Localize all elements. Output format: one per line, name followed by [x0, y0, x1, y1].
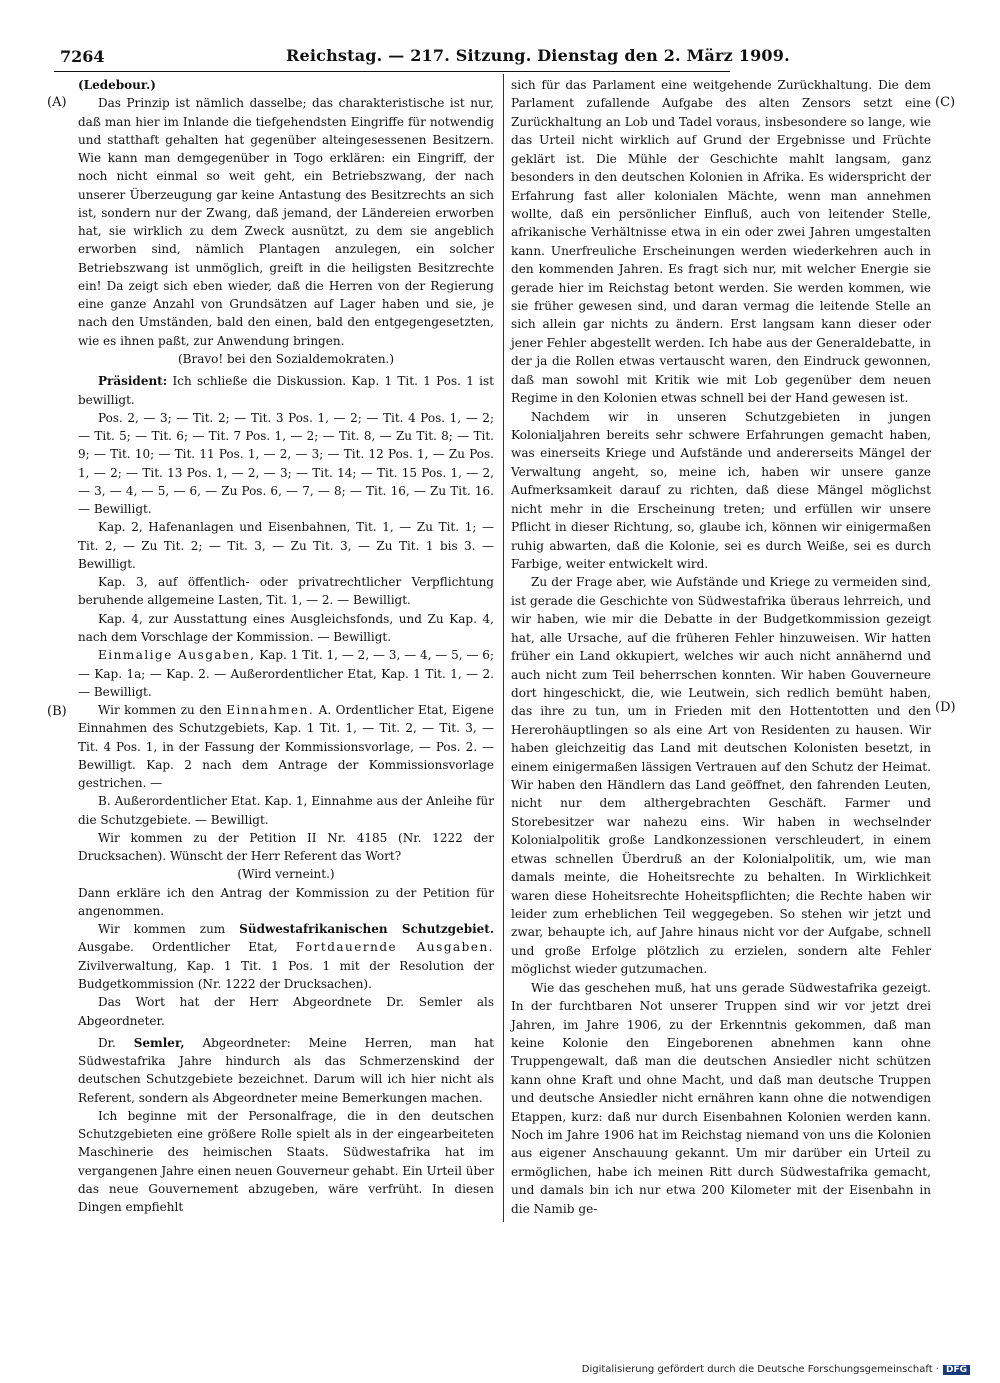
speaker-name: Präsident: [98, 374, 168, 389]
footer-text: Digitalisierung gefördert durch die Deutsche Forschungsgemeinschaft · [581, 1364, 939, 1375]
paragraph: Ich beginne mit der Personalfrage, die in den deutschen Schutzgebieten eine größere Rolle spielt als in der eingearbeiteten Maschinerie des heimischen Staats. Südwestafrika hat im vergangenen Jahre einen neuen Gouverneur gehabt. Ein Urteil über das neue Gouvernement abzugeben, wäre verfrüht. In diesen Dingen empfiehlt [78, 1108, 494, 1215]
right-column [511, 76, 931, 1218]
paragraph: Pos. 2, — 3; — Tit. 2; — Tit. 3 Pos. 1, — 2; — Tit. 4 Pos. 1, — 2; — Tit. 5; — Tit. 6; — Tit. 7 Pos. 1, — 2; — Tit. 8, — Zu Tit. 8; — Tit. 9; — Tit. 10; — Tit. 11 Pos. 1, — 2, — 3; — Tit. 12 Pos. 1, — Zu Pos. 1, — 2; — Tit. 13 Pos. 1, — 2, — 3; — Tit. 14; — Tit. 15 Pos. 1, — 2, — 3, — 4, — 5, — 6, — Zu Pos. 6, — 7, — 8; — Tit. 16, — Zu Tit. 16. — Bewilligt. [78, 410, 494, 517]
paragraph: Wir kommen zum Südwestafrikanischen Schutzgebiet. Ausgabe. Ordentlicher Etat, Fortdauernde Ausgaben. Zivilverwaltung, Kap. 1 Tit. 1 Pos. 1 mit der Resolution der Budgetkommission (Nr. 1222 der Drucksachen). [78, 922, 495, 992]
speaker-name: Semler, [133, 1035, 185, 1050]
column-rule [503, 74, 504, 1222]
paragraph: Kap. 3, auf öffentlich- oder privatrechtlicher Verpflichtung beruhende allgemeine Lasten, Tit. 1, — 2. — Bewilligt. [78, 575, 494, 608]
dfg-logo: DFG [943, 1365, 970, 1375]
interjection: (Wird verneint.) [237, 867, 335, 882]
running-header [54, 45, 790, 72]
paragraph: Wie das geschehen muß, hat uns gerade Südwestafrika gezeigt. In der furchtbaren Not unserer Truppen sind wir vor jetzt drei Jahren, im Jahre 1906, zu der Erkenntnis gekommen, daß man keine Kolonie den Eingeborenen abnehmen kann ohne Truppengewalt, daß man die deutschen Ansiedler nicht schützen kann ohne Kraft und ohne Macht, und daß man deutsche Truppen und deutsche Ansiedler nicht ernähren kann ohne die notwendigen Etappen, kurz: daß nur durch Eisenbahnen Kolonien werden kann. Noch im Jahre 1906 hat im Reichstag niemand von uns die Kolonien aus eigener Anschauung gekannt. Um mir darüber ein Urteil zu ermöglichen, habe ich meinen Ritt durch Südwestafrika gemacht, und damals bin ich nur etwa 200 Kilometer mit der Eisenbahn in die Namib ge- [511, 980, 931, 1216]
paragraph: Wir kommen zu den Einnahmen. A. Ordentlicher Etat, Eigene Einnahmen des Schutzgebiets, Kap. 1 Tit. 1, — Tit. 2, — Tit. 3, — Tit. 4 Pos. 1, in der Fassung der Kommissionsvorlage, — Pos. 2. — Bewilligt. Kap. 2 nach dem Antrage der Kommissionsvorlage gestrichen. — [78, 703, 494, 791]
interjection: (Bravo! bei den Sozialdemokraten.) [177, 351, 395, 366]
margin-mark-d: (D) [935, 700, 956, 715]
paragraph: Einmalige Ausgaben, Kap. 1 Tit. 1, — 2, — 3, — 4, — 5, — 6; — Kap. 1a; — Kap. 2. — Außerordentlicher Etat, Kap. 1 Tit. 1, — 2. — Bewilligt. [78, 648, 494, 699]
paragraph: B. Außerordentlicher Etat. Kap. 1, Einnahme aus der Anleihe für die Schutzgebiete. — Bewilligt. [78, 794, 494, 827]
speaker-ref: (Ledebour.) [78, 78, 156, 92]
paragraph: Zu der Frage aber, wie Aufstände und Kriege zu vermeiden sind, ist gerade die Geschichte von Südwestafrika überaus lehrreich, und wir haben, wie mir die Debatte in der Budgetkommission gezeigt hat, alle Ursache, auf die früheren Fehler hinzuweisen. Wir hatten früher ein Land okkupiert, welches wir auch nicht annähernd und auch nicht zum Teil beherrschen konnten. Wir haben Gouverneure dort hingeschickt, die, wie Leutwein, sich redlich bemüht haben, das ihre zu tun, um in Frieden mit den Hottentotten und den Hererohäuptlingen so als eine Art von Residenten zu hausen. Wir haben gleichzeitig das Land mit deutschen Kolonisten besetzt, in einem einigermaßen lässigen Vertrauen auf den Schutz der Heimat. Wir haben den Händlern das Land geöffnet, den fahrenden Leuten, nicht nur dem althergebrachten Geschäft. Farmer und Storebesitzer war nahezu eins. Wir haben in wechselnder Kolonialpolitik große Landkonzessionen verschleudert, in einem etwas schnellen Überdruß an der Kolonialpolitik, um, wie man damals meinte, die Hoheitsrechte zu behalten. In Wirklichkeit waren diese Hoheitsrechte Hoheitspflichten; die Rechte haben wir leider zum erheblichen Teil weggegeben. So stehen wir jetzt und zwar, behaupte ich, auf Jahre hinaus nicht vor der Aufgabe, schnell und große Erfolge plötzlich zu erzielen, sondern alte Fehler möglichst wieder gutzumachen. [511, 575, 931, 977]
margin-mark-b: (B) [47, 704, 67, 719]
page-number: 7264 [60, 47, 105, 66]
paragraph: sich für das Parlament eine weitgehende Zurückhaltung. Die dem Parlament zufallende Aufgabe des alten Zensors setzt eine Zurückhaltung an Lob und Tadel voraus, insbesondere so lange, wie das Urteil nicht wirklich auf Grund der Ergebnisse und Früchte geklärt ist. Die Mühle der Geschichte mahlt langsam, ganz besonders in den deutschen Kolonien in Afrika. Es widerspricht der Erfahrung fast aller kolonialen Mächte, wenn man annehmen wollte, daß ein persönlicher Einfluß, auch von leitender Stelle, afrikanische Verhältnisse etwa in ein oder zwei Jahren umgestalten kann. Unerfreuliche Erscheinungen werden wiederkehren auch in den kommenden Jahren. Es fragt sich nur, mit welcher Energie sie gerade hier im Reichstag betont werden. Sie werden kommen, wie sie früher gewesen sind, und daran vermag die leitende Stelle an sich allein gar nichts zu ändern. Erst langsam kann dieser oder jener Fehler abgestellt werden. Ich habe aus der Generaldebatte, in der ja die Rollen etwas vertauscht waren, den Eindruck gewonnen, daß man sowohl mit Kritik wie mit Lob gegenüber dem neuen Regime in den Kolonien etwas schnell bei der Hand gewesen ist. [511, 78, 931, 406]
margin-mark-a: (A) [47, 95, 67, 110]
margin-mark-c: (C) [935, 95, 956, 110]
paragraph: Dr. Semler, Abgeordneter: Meine Herren, man hat Südwestafrika Jahre hindurch als das Schmerzenskind der deutschen Schutzgebiete bezeichnet. Darum will ich hier nicht als Referent, sondern als Abgeordneter meine Bemerkungen machen. [78, 1035, 495, 1105]
paragraph: Kap. 2, Hafenanlagen und Eisenbahnen, Tit. 1, — Zu Tit. 1; — Tit. 2, — Zu Tit. 2; — Tit. 3, — Zu Tit. 3, — Zu Tit. 1 bis 3. — Bewilligt. [78, 520, 494, 571]
paragraph: Das Wort hat der Herr Abgeordnete Dr. Semler als Abgeordneter. [78, 995, 494, 1028]
paragraph: Dann erkläre ich den Antrag der Kommission zu der Petition für angenommen. [78, 885, 494, 918]
paragraph: Das Prinzip ist nämlich dasselbe; das charakteristische ist nur, daß man hier im Inlande die tiefgehendsten Eingriffe für notwendig und statthaft gehalten hat gegenüber alteingesessenen Besitzern. Wie kann man demgegenüber in Togo erklären: ein Eingriff, der noch nicht einmal so weit geht, ein Betriebszwang, der nach unserer Überzeugung gar keine Antastung des Besitzrechts an sich ist, sondern nur der Zwang, daß jemand, der Ländereien erworben hat, sie wirklich zu dem Zweck ausnützt, zu dem sie angeblich erworben sind, nämlich Plantagen anzulegen, ein solcher Betriebszwang ist unmöglich, greift in die heiligsten Besitzrechte ein! Da zeigt sich eben wieder, daß die Herren von der Regierung eine ganze Anzahl von Grundsätzen auf Lager haben und sie, je nach den Umständen, bald den einen, bald den entgegengesetzten, wie es ihnen paßt, zur Anwendung bringen. [78, 96, 494, 348]
paragraph: Wir kommen zu der Petition II Nr. 4185 (Nr. 1222 der Drucksachen). Wünscht der Herr Referent das Wort? [78, 830, 494, 864]
left-column [78, 76, 494, 1216]
paragraph: Präsident: Ich schließe die Diskussion. Kap. 1 Tit. 1 Pos. 1 ist bewilligt. [78, 374, 494, 407]
footer-credit [582, 1364, 970, 1375]
paragraph: Nachdem wir in unseren Schutzgebieten in jungen Kolonialjahren bereits sehr schwere Erfahrungen gemacht haben, was einerseits Kriege und Aufstände und andererseits Mängel der Verwaltung angeht, so, meine ich, haben wir unsere ganze Aufmerksamkeit darauf zu richten, daß diese Mängel möglichst nicht mehr in die Erscheinung treten; und erfüllen wir unsere Pflicht in dieser Richtung, so, glaube ich, können wir einigermaßen ruhig abwarten, daß die Kolonie, sei es durch Weiße, sei es durch Farbige, weiter entwickelt wird. [511, 409, 931, 571]
running-title: Reichstag. — 217. Sitzung. Dienstag den 2. März 1909. [286, 46, 790, 65]
paragraph: Kap. 4, zur Ausstattung eines Ausgleichsfonds, und Zu Kap. 4, nach dem Vorschlage der Kommission. — Bewilligt. [78, 611, 494, 644]
